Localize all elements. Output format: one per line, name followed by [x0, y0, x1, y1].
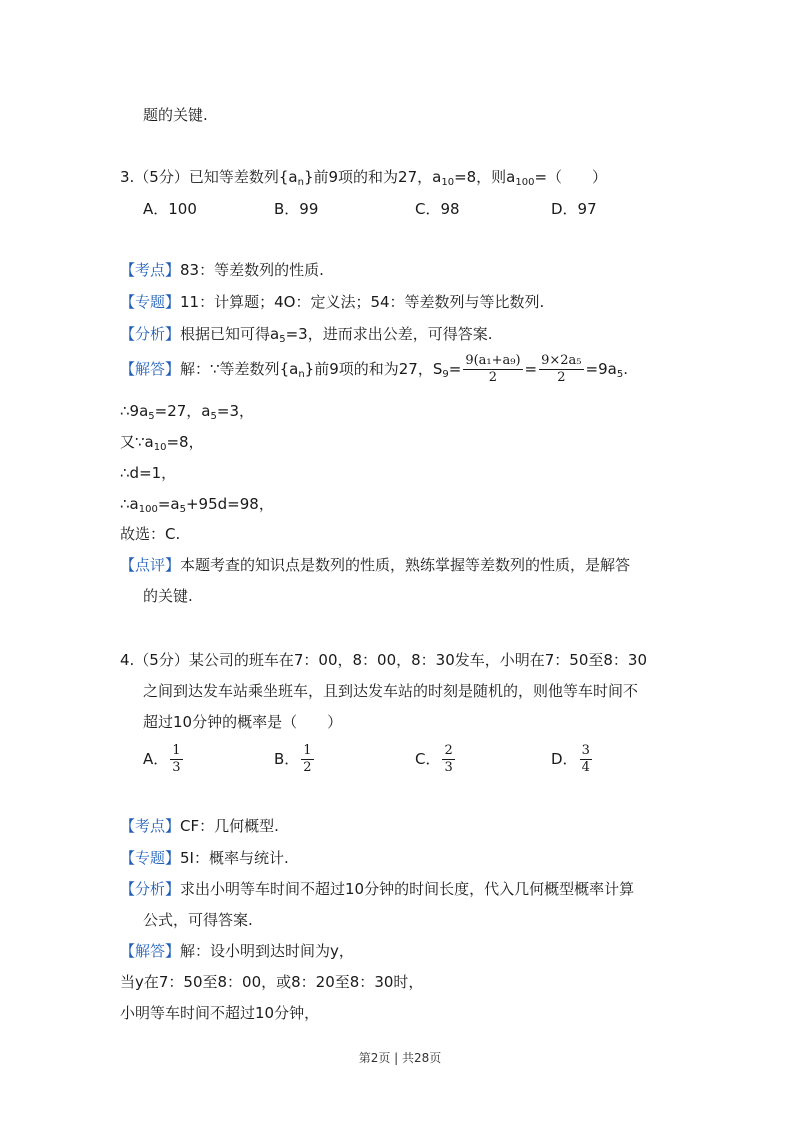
q3-jieda: 【解答】解：∵等差数列$\{a_n\}$前9项的和为27，$S_9=$ $\frac{\text{9(a₁+a₉)}}{2}$ = $\frac{\text{9×2a₅}}{2}$ $=9a_5$.	[120, 353, 628, 385]
q4-stem-line-1: 4.（5分）某公司的班车在7：00，8：00，8：30发车，小明在7：50至8：30	[120, 651, 648, 669]
q3-option-b: B．99	[274, 200, 319, 218]
q4-option-d: D． $\frac{3}{4}$	[551, 743, 590, 775]
q4-kaodian: 【考点】CF：几何概型.	[120, 817, 279, 835]
q3-fenxi-tag: 【分析】	[120, 325, 181, 343]
q4-zhuanti-tag: 【专题】	[120, 849, 181, 867]
q3-jieda-tag: 【解答】	[120, 360, 181, 378]
q3-dianping: 【点评】本题考查的知识点是数列的性质，熟练掌握等差数列的性质，是解答	[120, 556, 631, 574]
q4-fenxi-tag: 【分析】	[120, 880, 181, 898]
q3-answer: 故选：C.	[120, 525, 181, 543]
q3-dianping-cont: 的关键.	[143, 587, 193, 605]
q4-option-c: C． $\frac{2}{3}$	[415, 743, 453, 775]
page-footer: 第2页 | 共28页	[358, 1051, 442, 1065]
q3-fenxi: 【分析】根据已知可得$a_5=3$，进而求出公差，可得答案.	[120, 325, 493, 345]
q4-kaodian-tag: 【考点】	[120, 817, 181, 835]
q4-jieda: 【解答】解：设小明到达时间为y，	[120, 942, 354, 960]
q4-stem-line-2: 之间到达发车站乘坐班车，且到达发车站的时刻是随机的，则他等车时间不	[143, 682, 639, 700]
q4-step-1: 当y在7：50至8：00，或8：20至8：30时，	[120, 973, 424, 991]
q3-zhuanti-tag: 【专题】	[120, 293, 181, 311]
q3-option-c: C．98	[415, 200, 460, 218]
q4-option-b: B． $\frac{1}{2}$	[274, 743, 312, 775]
q3-step-1: $\therefore 9a_5=27$，$a_5=3$，	[120, 402, 255, 422]
q3-kaodian: 【考点】83：等差数列的性质.	[120, 261, 324, 279]
q3-stem: 3.（5分）已知等差数列$\{a_n\}$前9项的和为27，$a_{10}=8$，则$a_{100}=$（ ）	[120, 168, 608, 188]
q4-stem-line-3: 超过10分钟的概率是（ ）	[143, 713, 343, 731]
q3-dianping-tag: 【点评】	[120, 556, 181, 574]
q3-option-d: D．97	[551, 200, 597, 218]
q4-option-a: A． $\frac{1}{3}$	[143, 743, 181, 775]
prev-answer-tail: 题的关键.	[143, 106, 208, 124]
q3-option-a: A．100	[143, 200, 197, 218]
q4-zhuanti: 【专题】5I：概率与统计.	[120, 849, 289, 867]
q4-step-2: 小明等车时间不超过10分钟，	[120, 1004, 320, 1022]
q4-fenxi-cont: 公式，可得答案.	[143, 911, 253, 929]
q3-kaodian-tag: 【考点】	[120, 261, 181, 279]
q3-step-4: $\therefore a_{100}=a_5+95d=98$，	[120, 495, 274, 515]
q3-step-2: 又$\because a_{10}=8$，	[120, 433, 204, 453]
q3-step-3: ∴d=1，	[120, 464, 177, 482]
q3-zhuanti: 【专题】11：计算题；4O：定义法；54：等差数列与等比数列.	[120, 293, 545, 311]
q3-sum-fraction: $\frac{\text{9(a₁+a₉)}}{2}$	[465, 353, 521, 385]
q3-sum-fraction-2: $\frac{\text{9×2a₅}}{2}$	[541, 353, 582, 385]
q4-fenxi: 【分析】求出小明等车时间不超过10分钟的时间长度，代入几何概型概率计算	[120, 880, 635, 898]
q4-jieda-tag: 【解答】	[120, 942, 181, 960]
